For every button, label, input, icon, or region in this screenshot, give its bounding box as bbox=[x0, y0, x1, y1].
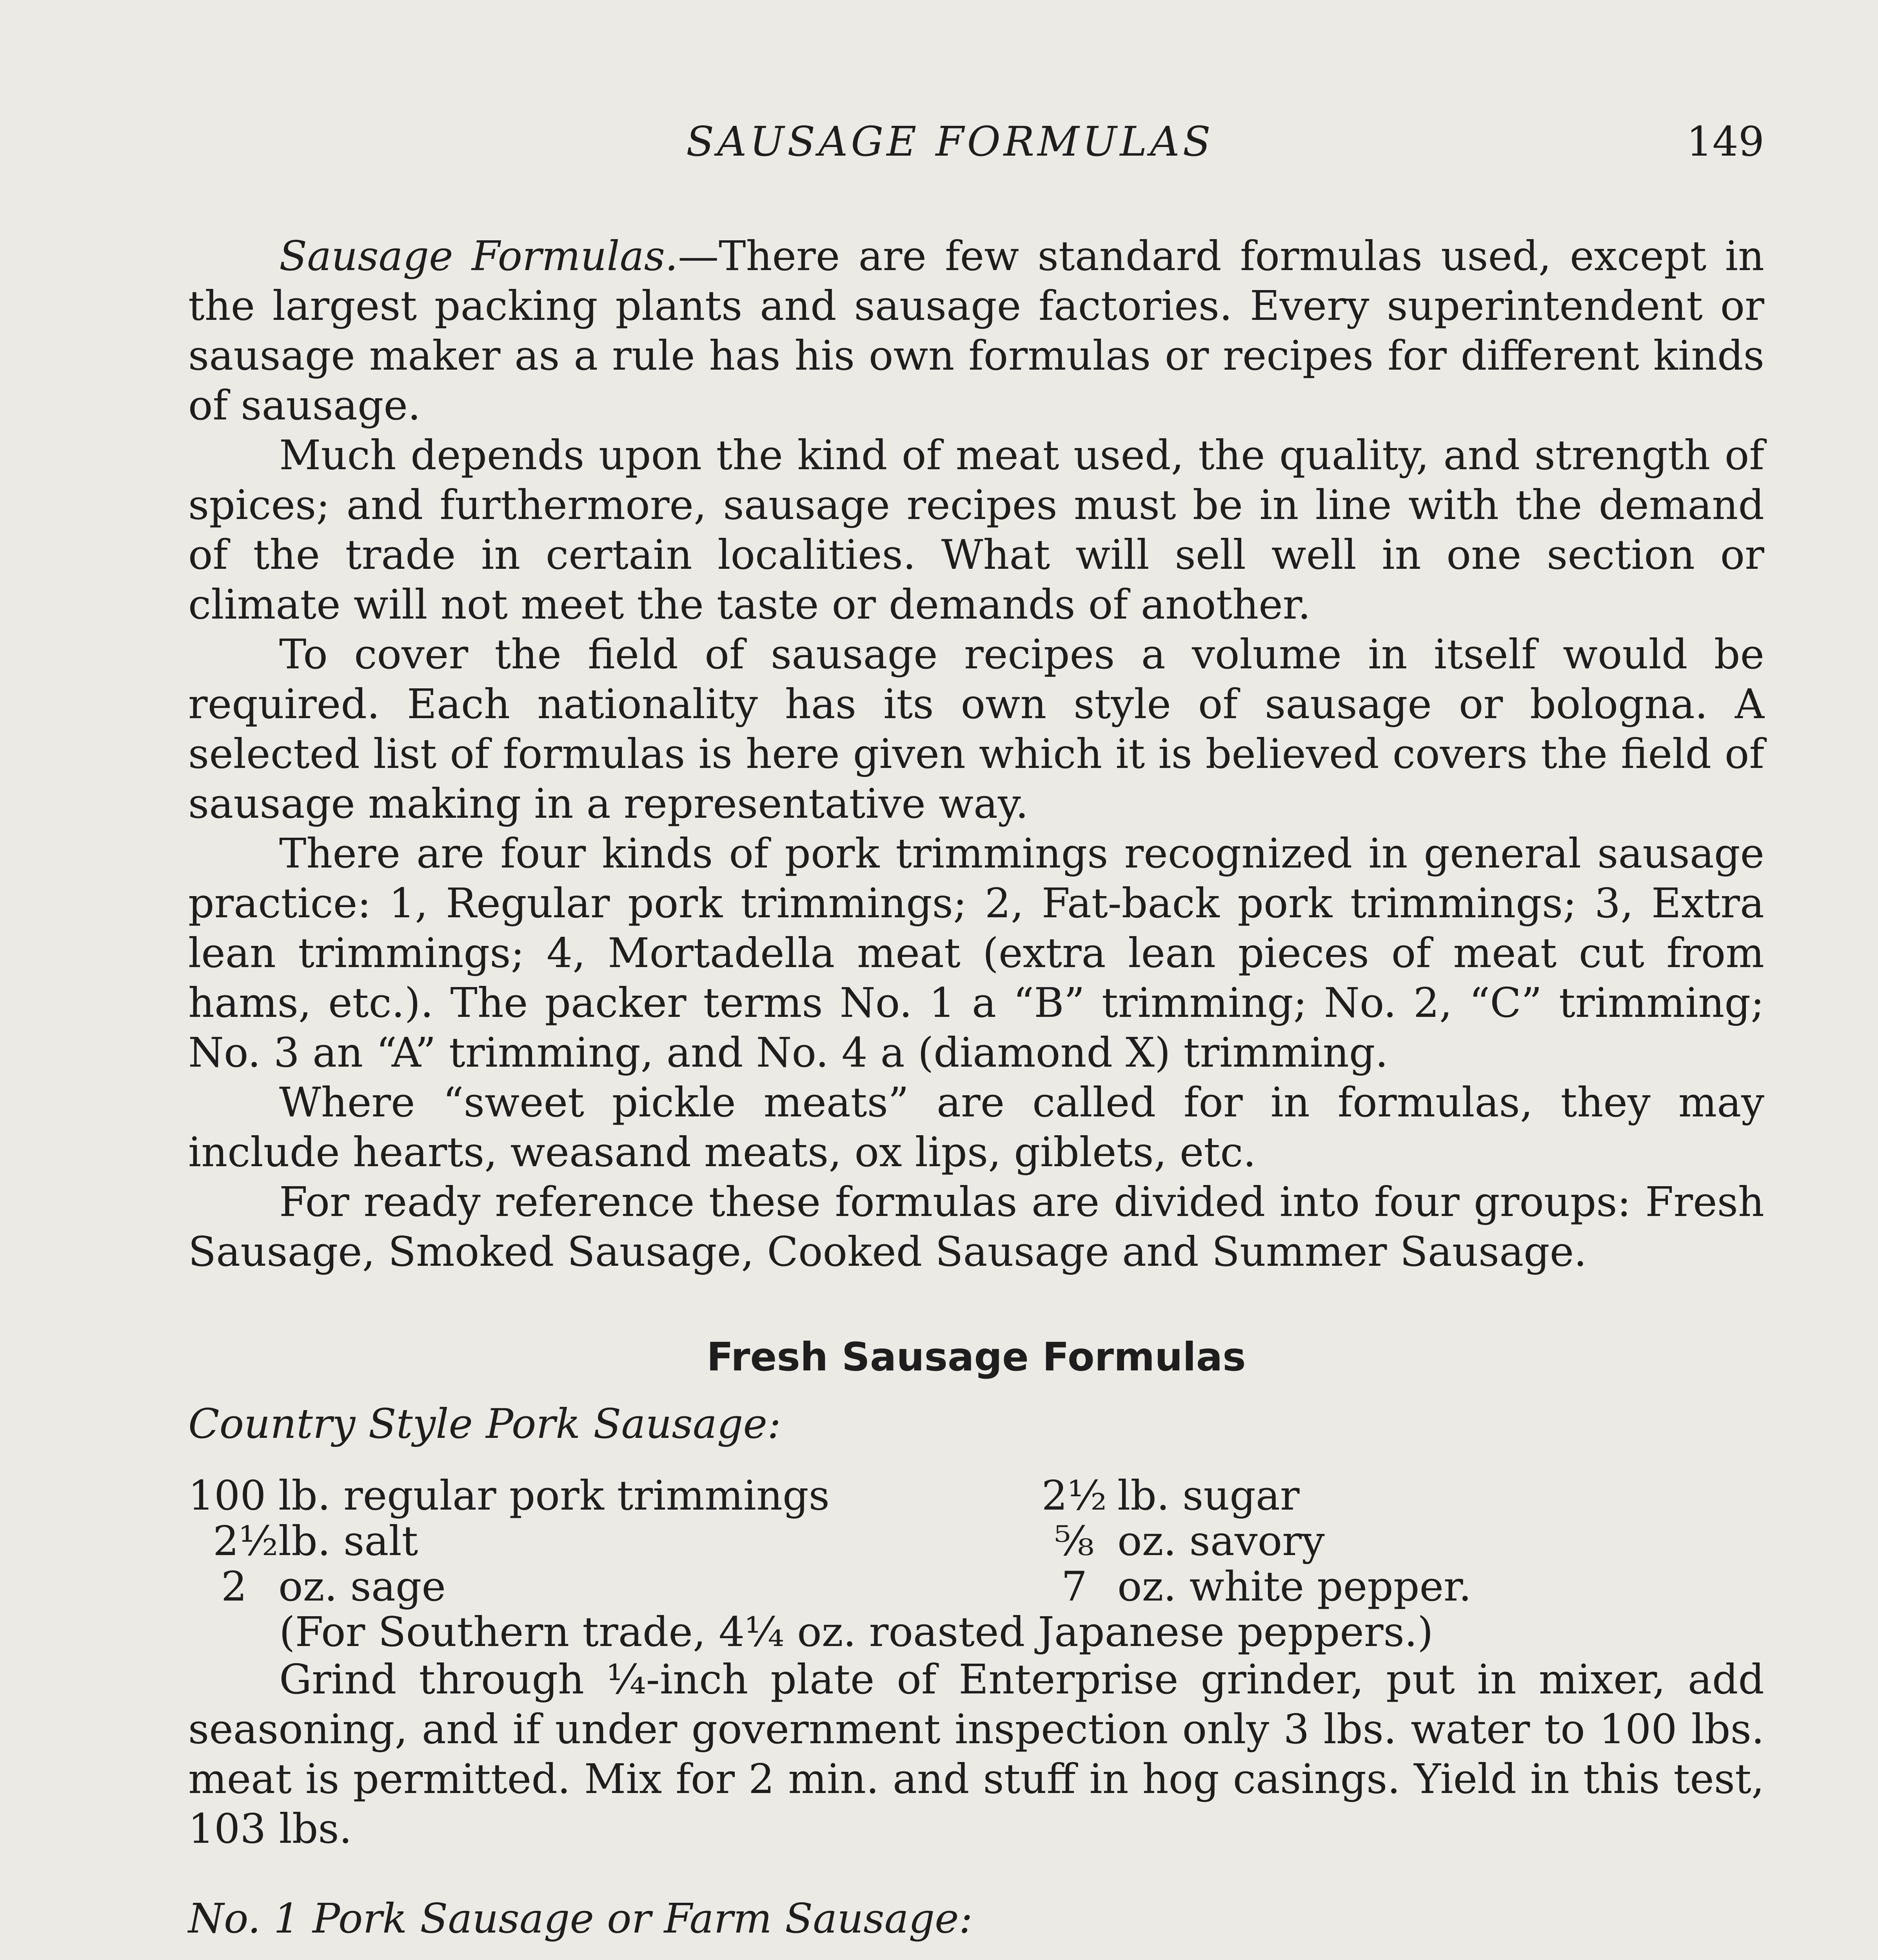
ingredient-text: lb. regular pork trimmings bbox=[278, 1472, 830, 1519]
ingredient-note bbox=[188, 1609, 1764, 1655]
ingredient-text: oz. white pepper. bbox=[1117, 1563, 1472, 1610]
ingredient-qty: 2½ bbox=[213, 1517, 278, 1565]
section-heading: Fresh Sausage Formulas bbox=[707, 1334, 1246, 1380]
ingredient-text: oz. savory bbox=[1117, 1517, 1325, 1565]
running-title: SAUSAGE FORMULAS bbox=[686, 118, 1214, 165]
paragraph-field: To cover the field of sausage recipes a volume in itself would be required. Each nationality has its own style of sausage or bologna. A selected list of formulas is here given which it is believed covers the field of sausage making in a representative way. bbox=[188, 630, 1764, 828]
ingredient-row bbox=[188, 1473, 1764, 1518]
ingredient-row bbox=[188, 1518, 1764, 1564]
paragraph-sweet-pickle: Where “sweet pickle meats” are called for in formulas, they may include hearts, weasand meats, ox lips, giblets, etc. bbox=[188, 1078, 1764, 1176]
ingredient-qty: 100 bbox=[188, 1472, 266, 1519]
intro-paragraph bbox=[188, 231, 1764, 430]
ingredient-qty: 2 bbox=[221, 1563, 247, 1610]
ingredient-row bbox=[188, 1564, 1764, 1609]
page-header bbox=[0, 118, 1878, 165]
formula-title-country-style: Country Style Pork Sausage: bbox=[188, 1400, 781, 1448]
paragraph-trimmings: There are four kinds of pork trimmings recognized in general sausage practice: 1, Regular pork trimmings; 2, Fat-back pork trimmings; 3, Extra lean trimmings; 4, Mortadella meat (extra lean pieces of meat cut from hams, etc.). The packer terms No. 1 a “B” trimming; No. 2, “C” trimming; No. 3 an “A” trimming, and No. 4 a (diamond X) trimming. bbox=[188, 829, 1764, 1076]
ingredient-text: lb. sugar bbox=[1117, 1472, 1300, 1519]
intro-lead: Sausage Formulas. bbox=[279, 232, 678, 280]
ingredient-qty: 2½ bbox=[1041, 1472, 1107, 1519]
formula-country-style bbox=[188, 1473, 1764, 1655]
ingredient-qty: ⅝ bbox=[1054, 1517, 1094, 1565]
paragraph-groups: For ready reference these formulas are divided into four groups: Fresh Sausage, Smoked Sausage, Cooked Sausage and Summer Sausage. bbox=[188, 1178, 1764, 1276]
method-country-style: Grind through ¼-inch plate of Enterprise grinder, put in mixer, add seasoning, and if under government inspection only 3 lbs. water to 100 lbs. meat is permitted. Mix for 2 min. and stuff in hog casings. Yield in this test, 103 lbs. bbox=[188, 1655, 1764, 1853]
ingredient-text: lb. salt bbox=[278, 1517, 418, 1565]
paragraph-spices: Much depends upon the kind of meat used, the quality, and strength of spices; and furthermore, sausage recipes must be in line with the demand of the trade in certain localities. What will sell well in one section or climate will not meet the taste or demands of another. bbox=[188, 431, 1764, 628]
ingredient-qty: 7 bbox=[1061, 1563, 1088, 1610]
formula-title-farm-sausage: No. 1 Pork Sausage or Farm Sausage: bbox=[188, 1895, 973, 1942]
intro-text: —There are few standard formulas used, except in the largest packing plants and sausage factories. Every superintendent or sausage maker as a rule has his own formulas or recipes for different kinds of sausage. bbox=[188, 232, 1764, 429]
ingredient-text: oz. sage bbox=[278, 1563, 446, 1610]
page-body bbox=[188, 231, 1764, 1960]
page-number: 149 bbox=[1686, 118, 1764, 165]
ingredient-note-text: (For Southern trade, 4¼ oz. roasted Japanese peppers.) bbox=[279, 1608, 1433, 1656]
